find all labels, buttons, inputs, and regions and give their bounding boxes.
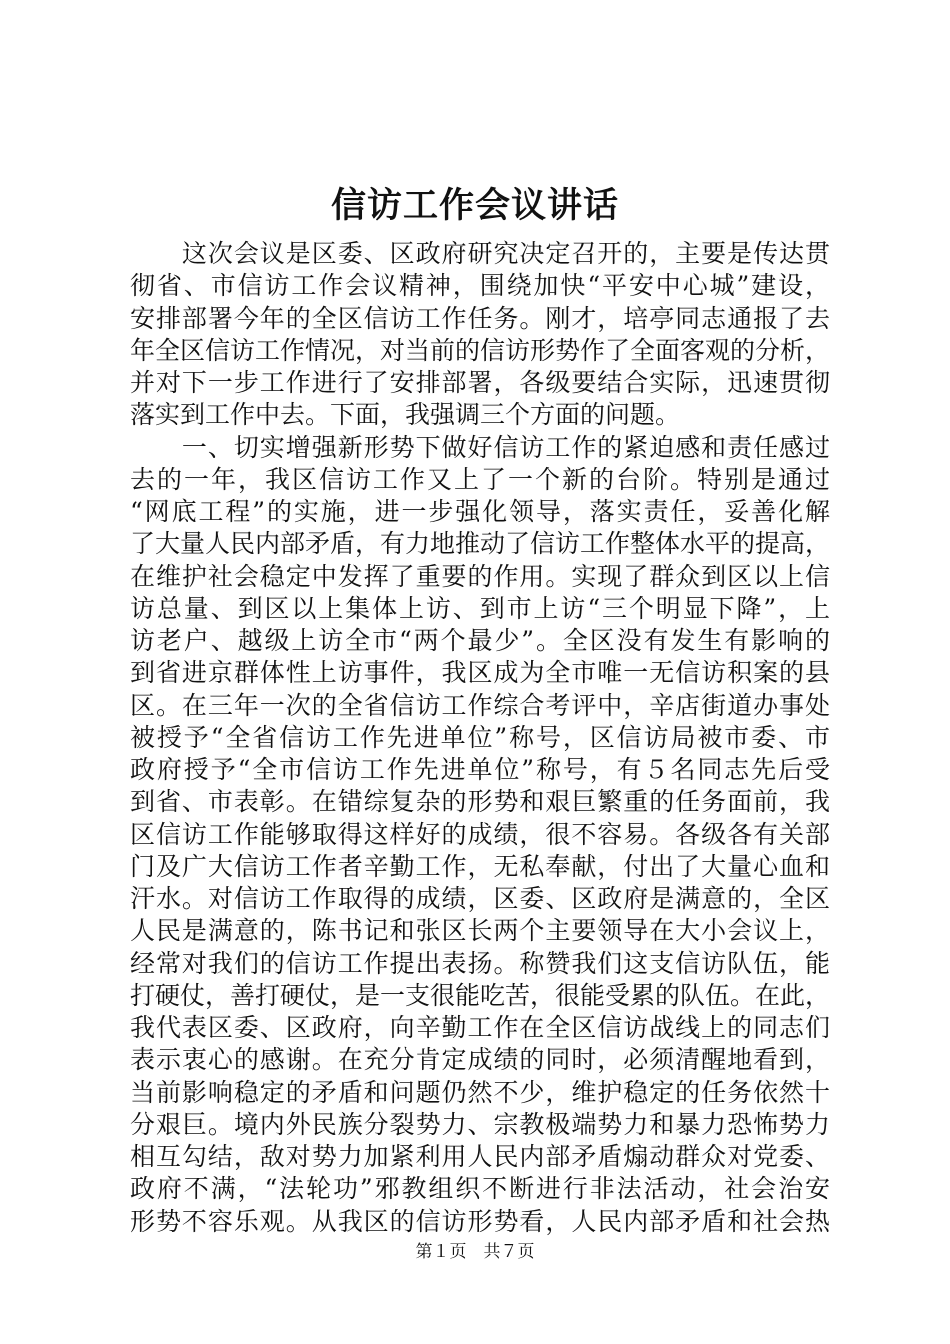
text-line: 当前影响稳定的矛盾和问题仍然不少，维护稳定的任务依然十 <box>130 1077 830 1107</box>
text-line: 访总量、到区以上集体上访、到市上访“三个明显下降”，上 <box>130 593 830 623</box>
text-line: 安排部署今年的全区信访工作任务。刚才，培亭同志通报了去 <box>130 303 830 333</box>
text-line: 到省、市表彰。在错综复杂的形势和艰巨繁重的任务面前，我 <box>130 787 830 817</box>
text-line: 到省进京群体性上访事件，我区成为全市唯一无信访积案的县 <box>130 658 830 688</box>
text-line: 分艰巨。境内外民族分裂势力、宗教极端势力和暴力恐怖势力 <box>130 1109 830 1139</box>
text-line: 访老户、越级上访全市“两个最少”。全区没有发生有影响的 <box>130 626 830 655</box>
text-line: 人民是满意的，陈书记和张区长两个主要领导在大小会议上， <box>130 916 830 946</box>
text-line: 汗水。对信访工作取得的成绩，区委、区政府是满意的，全区 <box>130 884 830 913</box>
text-line: 去的一年，我区信访工作又上了一个新的台阶。特别是通过 <box>130 464 830 494</box>
text-line: 经常对我们的信访工作提出表扬。称赞我们这支信访队伍，能 <box>130 948 830 978</box>
text-line: 被授予“全省信访工作先进单位”称号，区信访局被市委、市 <box>130 722 830 752</box>
text-line: 打硬仗，善打硬仗，是一支很能吃苦，很能受累的队伍。在此， <box>130 980 830 1010</box>
document-body <box>130 238 830 1238</box>
text-line: 落实到工作中去。下面，我强调三个方面的问题。 <box>130 400 681 430</box>
text-line: 这次会议是区委、区政府研究决定召开的，主要是传达贯 <box>130 239 830 268</box>
text-line: 表示衷心的感谢。在充分肯定成绩的同时，必须清醒地看到， <box>130 1045 830 1075</box>
text-line: “网底工程”的实施，进一步强化领导，落实责任，妥善化解 <box>130 497 830 526</box>
text-line: 政府不满，“法轮功”邪教组织不断进行非法活动，社会治安 <box>130 1174 830 1204</box>
page-footer: 第１页 共７页 <box>415 1242 535 1262</box>
document-title: 信访工作会议讲话 <box>330 185 619 226</box>
text-line: 区信访工作能够取得这样好的成绩，很不容易。各级各有关部 <box>130 819 830 849</box>
text-line: 并对下一步工作进行了安排部署，各级要结合实际，迅速贯彻 <box>130 368 830 397</box>
text-line: 彻省、市信访工作会议精神，围绕加快“平安中心城”建设， <box>130 271 830 301</box>
text-line: 门及广大信访工作者辛勤工作，无私奉献，付出了大量心血和 <box>130 851 830 881</box>
text-line: 我代表区委、区政府，向辛勤工作在全区信访战线上的同志们 <box>130 1013 830 1042</box>
text-line: 一、切实增强新形势下做好信访工作的紧迫感和责任感过 <box>130 432 830 462</box>
text-line: 相互勾结，敌对势力加紧利用人民内部矛盾煽动群众对党委、 <box>130 1142 830 1171</box>
text-line: 年全区信访工作情况，对当前的信访形势作了全面客观的分析， <box>130 335 830 365</box>
text-line: 形势不容乐观。从我区的信访形势看，人民内部矛盾和社会热 <box>130 1206 830 1236</box>
text-line: 区。在三年一次的全省信访工作综合考评中，辛店街道办事处 <box>130 690 830 720</box>
text-line: 在维护社会稳定中发挥了重要的作用。实现了群众到区以上信 <box>130 561 830 591</box>
text-line: 政府授予“全市信访工作先进单位”称号，有５名同志先后受 <box>130 755 830 784</box>
text-line: 了大量人民内部矛盾，有力地推动了信访工作整体水平的提高， <box>130 529 830 559</box>
